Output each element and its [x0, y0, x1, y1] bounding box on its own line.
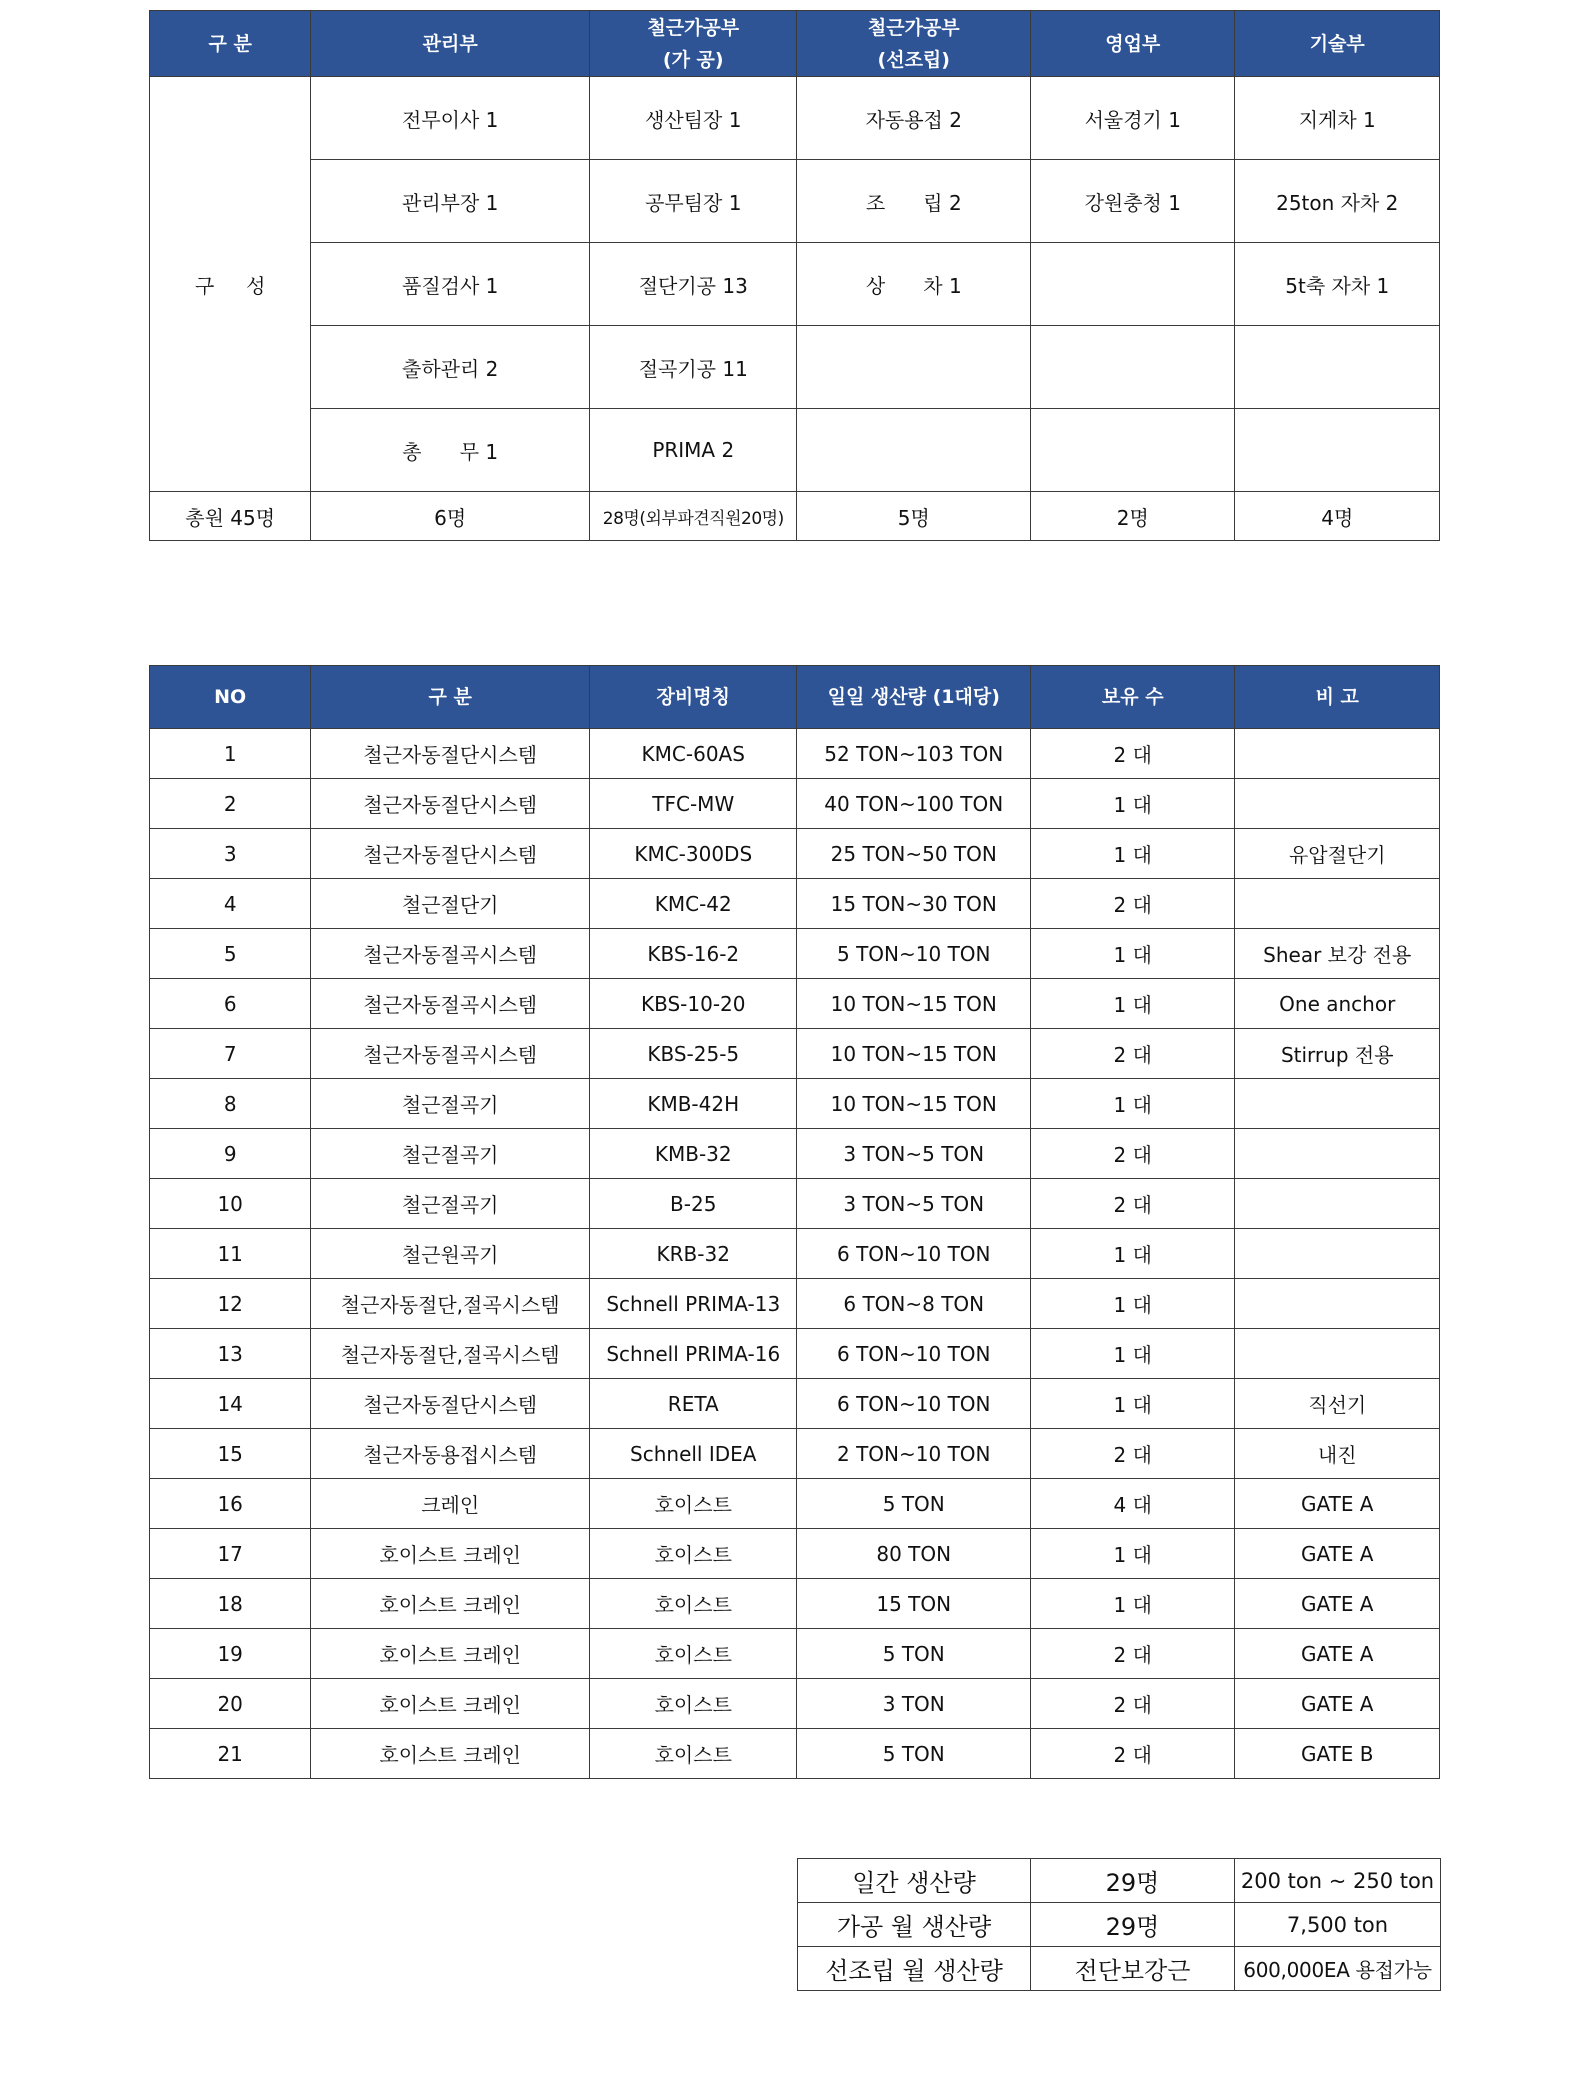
equip-daily-output: 6 TON~10 TON [797, 1379, 1031, 1429]
equip-quantity: 1 대 [1031, 979, 1235, 1029]
equip-quantity: 1 대 [1031, 1229, 1235, 1279]
equip-header-no: NO [150, 666, 311, 729]
equip-name: KMC-60AS [590, 729, 797, 779]
org-total-processing: 28명(외부파견직원20명) [590, 492, 797, 541]
equip-row [150, 1679, 1440, 1729]
equip-quantity: 1 대 [1031, 1379, 1235, 1429]
equip-quantity: 1 대 [1031, 1279, 1235, 1329]
equip-remarks: GATE A [1235, 1629, 1440, 1679]
equip-header-row [150, 666, 1440, 729]
equip-name: KMB-42H [590, 1079, 797, 1129]
equip-name: RETA [590, 1379, 797, 1429]
org-row-label: 구 성 [150, 77, 311, 492]
org-cell: 생산팀장 1 [590, 77, 797, 160]
org-cell: 출하관리 2 [311, 326, 590, 409]
summary-row [798, 1903, 1441, 1947]
equip-row [150, 779, 1440, 829]
org-total-row [150, 492, 1440, 541]
equip-remarks: GATE A [1235, 1579, 1440, 1629]
equip-quantity: 2 대 [1031, 1179, 1235, 1229]
equip-remarks [1235, 1279, 1440, 1329]
equip-category: 철근자동절단시스템 [311, 1379, 590, 1429]
equip-quantity: 1 대 [1031, 1079, 1235, 1129]
equip-daily-output: 10 TON~15 TON [797, 1079, 1031, 1129]
summary-staff: 29명 [1031, 1859, 1235, 1903]
equip-name: Schnell IDEA [590, 1429, 797, 1479]
equip-no: 3 [150, 829, 311, 879]
equip-name: Schnell PRIMA-13 [590, 1279, 797, 1329]
equip-category: 철근절곡기 [311, 1129, 590, 1179]
org-cell: 공무팀장 1 [590, 160, 797, 243]
org-row [150, 326, 1440, 409]
equip-name: KRB-32 [590, 1229, 797, 1279]
equip-category: 철근원곡기 [311, 1229, 590, 1279]
equip-remarks [1235, 1179, 1440, 1229]
equip-name: 호이스트 [590, 1579, 797, 1629]
equip-remarks [1235, 1229, 1440, 1279]
equip-no: 19 [150, 1629, 311, 1679]
equip-row [150, 1429, 1440, 1479]
equip-category: 철근자동절단시스템 [311, 779, 590, 829]
equip-row [150, 929, 1440, 979]
equip-quantity: 2 대 [1031, 1729, 1235, 1779]
equip-category: 철근절단기 [311, 879, 590, 929]
equip-remarks [1235, 1329, 1440, 1379]
equip-row [150, 1579, 1440, 1629]
equip-no: 14 [150, 1379, 311, 1429]
org-cell [797, 409, 1031, 492]
org-header-management: 관리부 [311, 11, 590, 77]
equip-no: 2 [150, 779, 311, 829]
equip-quantity: 1 대 [1031, 829, 1235, 879]
equip-name: Schnell PRIMA-16 [590, 1329, 797, 1379]
equip-category: 철근자동절단,절곡시스템 [311, 1279, 590, 1329]
equipment-table [149, 665, 1440, 1779]
equip-name: 호이스트 [590, 1679, 797, 1729]
equip-daily-output: 2 TON~10 TON [797, 1429, 1031, 1479]
equip-name: KMC-42 [590, 879, 797, 929]
equip-quantity: 1 대 [1031, 929, 1235, 979]
equip-daily-output: 5 TON [797, 1729, 1031, 1779]
equip-no: 1 [150, 729, 311, 779]
equip-daily-output: 6 TON~10 TON [797, 1329, 1031, 1379]
equip-remarks: One anchor [1235, 979, 1440, 1029]
summary-value: 7,500 ton [1235, 1903, 1441, 1947]
equip-daily-output: 3 TON~5 TON [797, 1179, 1031, 1229]
org-cell: 절곡기공 11 [590, 326, 797, 409]
summary-value: 200 ton ~ 250 ton [1235, 1859, 1441, 1903]
equip-remarks: Stirrup 전용 [1235, 1029, 1440, 1079]
org-header-rebar-preassembly [797, 11, 1031, 77]
equip-remarks [1235, 729, 1440, 779]
equip-no: 7 [150, 1029, 311, 1079]
equip-no: 11 [150, 1229, 311, 1279]
equip-daily-output: 52 TON~103 TON [797, 729, 1031, 779]
equip-quantity: 2 대 [1031, 1679, 1235, 1729]
equip-category: 철근자동절곡시스템 [311, 929, 590, 979]
equip-category: 호이스트 크레인 [311, 1529, 590, 1579]
equip-daily-output: 5 TON [797, 1479, 1031, 1529]
org-cell: 전무이사 1 [311, 77, 590, 160]
equip-name: KBS-25-5 [590, 1029, 797, 1079]
equip-quantity: 2 대 [1031, 1429, 1235, 1479]
org-total-management: 6명 [311, 492, 590, 541]
org-cell [1031, 326, 1235, 409]
equip-daily-output: 80 TON [797, 1529, 1031, 1579]
equip-name: 호이스트 [590, 1729, 797, 1779]
org-row [150, 160, 1440, 243]
summary-label: 일간 생산량 [798, 1859, 1031, 1903]
equip-header-quantity: 보유 수 [1031, 666, 1235, 729]
summary-label: 가공 월 생산량 [798, 1903, 1031, 1947]
equip-row [150, 1329, 1440, 1379]
equip-remarks [1235, 779, 1440, 829]
org-cell: 서울경기 1 [1031, 77, 1235, 160]
equip-remarks: 내진 [1235, 1429, 1440, 1479]
equip-quantity: 2 대 [1031, 1029, 1235, 1079]
org-cell: 강원충청 1 [1031, 160, 1235, 243]
equip-daily-output: 6 TON~8 TON [797, 1279, 1031, 1329]
equip-quantity: 1 대 [1031, 1329, 1235, 1379]
equip-remarks [1235, 1129, 1440, 1179]
org-cell: 자동용접 2 [797, 77, 1031, 160]
equip-row [150, 1079, 1440, 1129]
org-total-preassembly: 5명 [797, 492, 1031, 541]
org-cell: 품질검사 1 [311, 243, 590, 326]
equip-category: 철근자동용접시스템 [311, 1429, 590, 1479]
equip-no: 12 [150, 1279, 311, 1329]
equip-daily-output: 25 TON~50 TON [797, 829, 1031, 879]
equip-daily-output: 15 TON [797, 1579, 1031, 1629]
equip-category: 크레인 [311, 1479, 590, 1529]
equip-row [150, 1029, 1440, 1079]
equip-row [150, 1379, 1440, 1429]
summary-value: 600,000EA 용접가능 [1235, 1947, 1441, 1991]
equip-no: 10 [150, 1179, 311, 1229]
organization-table [149, 10, 1440, 541]
equip-quantity: 2 대 [1031, 879, 1235, 929]
equip-category: 철근자동절단시스템 [311, 829, 590, 879]
equip-no: 15 [150, 1429, 311, 1479]
org-header-processing-text: 철근가공부 (가 공) [647, 16, 740, 71]
equip-remarks: GATE A [1235, 1479, 1440, 1529]
equip-quantity: 1 대 [1031, 779, 1235, 829]
org-cell: 총 무 1 [311, 409, 590, 492]
equip-daily-output: 3 TON~5 TON [797, 1129, 1031, 1179]
equip-header-daily-output: 일일 생산량 (1대당) [797, 666, 1031, 729]
equip-name: KMC-300DS [590, 829, 797, 879]
equip-no: 17 [150, 1529, 311, 1579]
equip-header-equipment-name: 장비명칭 [590, 666, 797, 729]
equip-row [150, 879, 1440, 929]
equip-remarks: GATE B [1235, 1729, 1440, 1779]
summary-label: 선조립 월 생산량 [798, 1947, 1031, 1991]
org-total-technical: 4명 [1235, 492, 1440, 541]
equip-no: 6 [150, 979, 311, 1029]
equip-daily-output: 40 TON~100 TON [797, 779, 1031, 829]
equip-category: 호이스트 크레인 [311, 1679, 590, 1729]
equip-daily-output: 6 TON~10 TON [797, 1229, 1031, 1279]
org-header-rebar-processing [590, 11, 797, 77]
equip-category: 호이스트 크레인 [311, 1629, 590, 1679]
equip-quantity: 1 대 [1031, 1579, 1235, 1629]
equip-row [150, 1529, 1440, 1579]
equip-daily-output: 5 TON~10 TON [797, 929, 1031, 979]
org-cell: PRIMA 2 [590, 409, 797, 492]
equip-name: 호이스트 [590, 1529, 797, 1579]
equip-body [150, 729, 1440, 1779]
equip-header-category: 구 분 [311, 666, 590, 729]
equip-remarks: Shear 보강 전용 [1235, 929, 1440, 979]
production-summary-table [797, 1858, 1441, 1991]
equip-no: 5 [150, 929, 311, 979]
equip-category: 철근절곡기 [311, 1079, 590, 1129]
org-row [150, 409, 1440, 492]
equip-category: 철근자동절곡시스템 [311, 1029, 590, 1079]
org-header-row [150, 11, 1440, 77]
equip-name: 호이스트 [590, 1479, 797, 1529]
equip-row [150, 1279, 1440, 1329]
org-cell: 25ton 자차 2 [1235, 160, 1440, 243]
equip-remarks: 유압절단기 [1235, 829, 1440, 879]
equip-row [150, 1479, 1440, 1529]
equip-daily-output: 5 TON [797, 1629, 1031, 1679]
org-cell: 조 립 2 [797, 160, 1031, 243]
equip-remarks: GATE A [1235, 1529, 1440, 1579]
summary-row [798, 1947, 1441, 1991]
equip-remarks: GATE A [1235, 1679, 1440, 1729]
equip-row [150, 829, 1440, 879]
equip-remarks: 직선기 [1235, 1379, 1440, 1429]
org-row [150, 77, 1440, 160]
equip-quantity: 2 대 [1031, 729, 1235, 779]
equip-row [150, 729, 1440, 779]
org-cell: 상 차 1 [797, 243, 1031, 326]
summary-staff: 전단보강근 [1031, 1947, 1235, 1991]
equip-no: 8 [150, 1079, 311, 1129]
equip-row [150, 1729, 1440, 1779]
equip-name: 호이스트 [590, 1629, 797, 1679]
equip-category: 철근절곡기 [311, 1179, 590, 1229]
org-cell: 절단기공 13 [590, 243, 797, 326]
equip-no: 18 [150, 1579, 311, 1629]
equip-category: 철근자동절곡시스템 [311, 979, 590, 1029]
equip-no: 13 [150, 1329, 311, 1379]
org-header-sales: 영업부 [1031, 11, 1235, 77]
equip-daily-output: 10 TON~15 TON [797, 1029, 1031, 1079]
equip-no: 4 [150, 879, 311, 929]
org-header-preassembly-text: 철근가공부 (선조립) [867, 16, 960, 71]
org-total-sales: 2명 [1031, 492, 1235, 541]
equip-daily-output: 15 TON~30 TON [797, 879, 1031, 929]
org-cell [1235, 409, 1440, 492]
org-total-all: 총원 45명 [150, 492, 311, 541]
org-header-category: 구 분 [150, 11, 311, 77]
org-header-technical: 기술부 [1235, 11, 1440, 77]
equip-no: 20 [150, 1679, 311, 1729]
equip-category: 철근자동절단,절곡시스템 [311, 1329, 590, 1379]
equip-remarks [1235, 1079, 1440, 1129]
org-cell [1031, 409, 1235, 492]
equip-quantity: 2 대 [1031, 1629, 1235, 1679]
equip-name: KMB-32 [590, 1129, 797, 1179]
equip-row [150, 1129, 1440, 1179]
equip-name: TFC-MW [590, 779, 797, 829]
equip-no: 21 [150, 1729, 311, 1779]
equip-header-remarks: 비 고 [1235, 666, 1440, 729]
equip-row [150, 1179, 1440, 1229]
equip-no: 16 [150, 1479, 311, 1529]
equip-quantity: 1 대 [1031, 1529, 1235, 1579]
equip-category: 호이스트 크레인 [311, 1729, 590, 1779]
equip-row [150, 1629, 1440, 1679]
equip-no: 9 [150, 1129, 311, 1179]
summary-staff: 29명 [1031, 1903, 1235, 1947]
equip-quantity: 4 대 [1031, 1479, 1235, 1529]
equip-row [150, 1229, 1440, 1279]
equip-name: B-25 [590, 1179, 797, 1229]
equip-daily-output: 3 TON [797, 1679, 1031, 1729]
equip-daily-output: 10 TON~15 TON [797, 979, 1031, 1029]
org-cell [1031, 243, 1235, 326]
org-cell: 관리부장 1 [311, 160, 590, 243]
summary-row [798, 1859, 1441, 1903]
org-cell: 5t축 자차 1 [1235, 243, 1440, 326]
equip-row [150, 979, 1440, 1029]
equip-quantity: 2 대 [1031, 1129, 1235, 1179]
org-row [150, 243, 1440, 326]
org-cell [797, 326, 1031, 409]
equip-category: 호이스트 크레인 [311, 1579, 590, 1629]
org-cell: 지게차 1 [1235, 77, 1440, 160]
equip-category: 철근자동절단시스템 [311, 729, 590, 779]
org-cell [1235, 326, 1440, 409]
equip-remarks [1235, 879, 1440, 929]
equip-name: KBS-16-2 [590, 929, 797, 979]
equip-name: KBS-10-20 [590, 979, 797, 1029]
